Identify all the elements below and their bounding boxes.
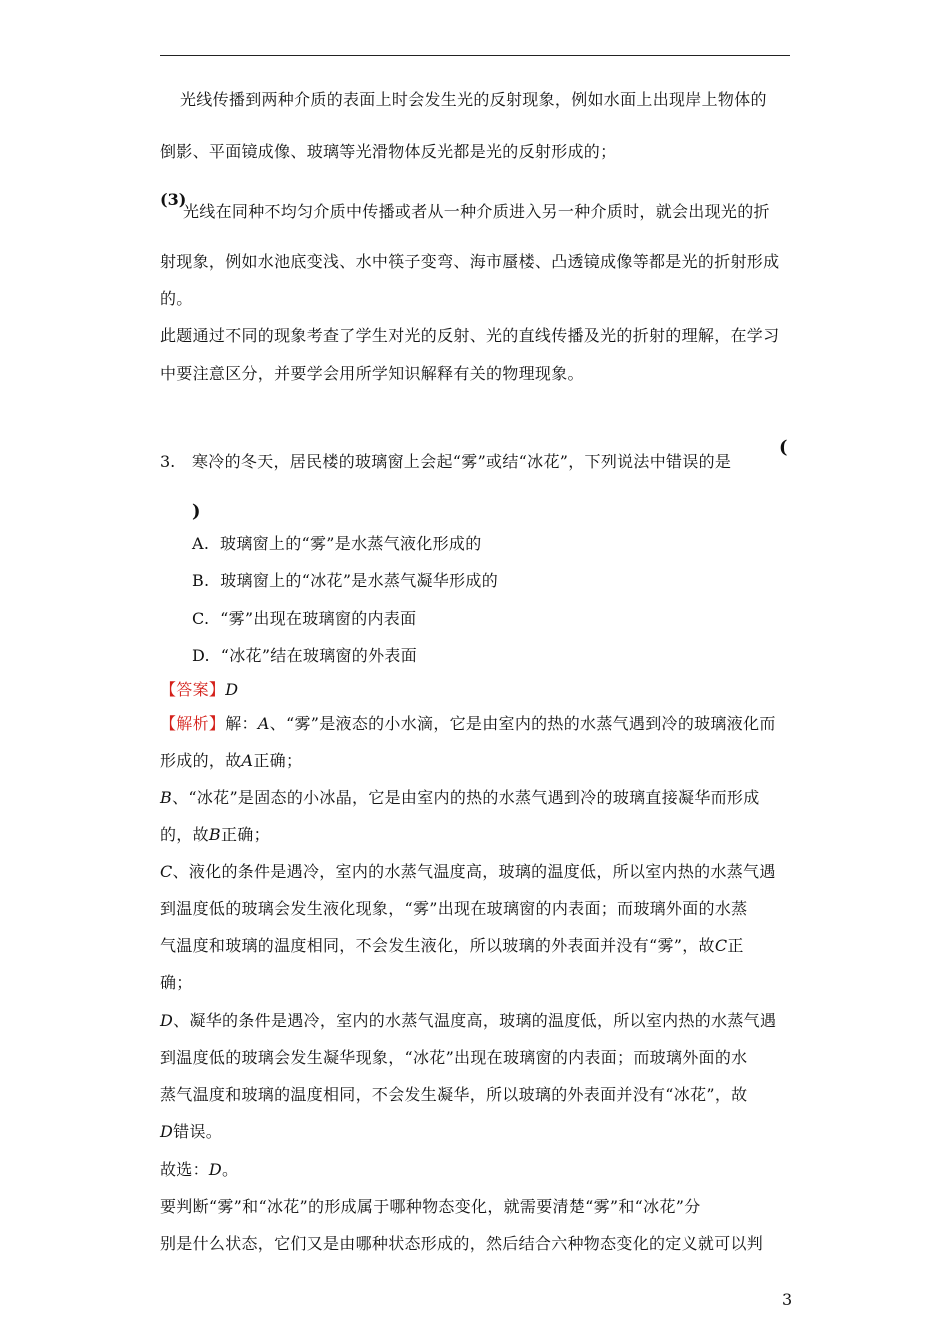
tip-line-1: 要判断“雾”和“冰花”的形成属于哪种物态变化，就需要清楚“雾”和“冰花”分: [160, 1197, 701, 1216]
reflect-line-2: 倒影、平面镜成像、玻璃等光滑物体反光都是光的反射形成的；: [160, 142, 617, 161]
refract-line-2: 射现象，例如水池底变浅、水中筷子变弯、海市蜃楼、凸透镜成像等都是光的折射形成: [160, 252, 780, 271]
answer-label: 【答案】: [160, 680, 226, 699]
analysis-a-line-2: [160, 751, 302, 771]
option-b: [192, 571, 498, 591]
choice-line: [160, 1160, 238, 1180]
option-c: [192, 609, 416, 629]
analysis-b-l2b: B: [208, 825, 221, 844]
analysis-b-line-1: [160, 788, 760, 808]
item-marker: (3): [160, 190, 187, 209]
header-rule: [160, 55, 790, 56]
analysis-c-letter: C: [160, 862, 173, 881]
analysis-c-line-4: 确；: [160, 973, 193, 992]
option-d: [192, 646, 417, 666]
analysis-a-l2c: 正确；: [253, 751, 303, 770]
analysis-d-text: 、凝华的条件是遇冷，室内的水蒸气温度高，玻璃的温度低，所以室内热的水蒸气遇: [173, 1011, 777, 1030]
option-d-text: “冰花”结在玻璃窗的外表面: [220, 646, 417, 665]
analysis-label: 【解析】: [160, 714, 226, 733]
analysis-lead: 解：: [225, 714, 258, 733]
analysis-b-letter: B: [160, 788, 173, 807]
option-d-letter: D.: [192, 646, 210, 665]
option-c-letter: C.: [192, 609, 210, 628]
refract-line-3: 的。: [160, 289, 193, 308]
analysis-c-line-2: 到温度低的玻璃会发生液化现象，“雾”出现在玻璃窗的内表面；而玻璃外面的水蒸: [160, 899, 748, 918]
question-open-paren: (: [779, 437, 788, 458]
question-stem: 寒冷的冬天，居民楼的玻璃窗上会起“雾”或结“冰花”，下列说法中错误的是: [192, 452, 732, 471]
analysis-a-letter: A: [257, 714, 270, 733]
analysis-b-l2c: 正确；: [220, 825, 270, 844]
choice-letter: D: [208, 1160, 223, 1179]
analysis-b-line-2: [160, 825, 270, 845]
option-b-letter: B.: [192, 571, 210, 590]
analysis-c-line-3: [160, 936, 744, 956]
analysis-a-l2b: A: [241, 751, 254, 770]
analysis-c-l3a: 气温度和玻璃的温度相同，不会发生液化，所以玻璃的外表面并没有“雾”，故: [160, 936, 715, 955]
analysis-c-l3b: C: [714, 936, 728, 955]
analysis-c-text: 、液化的条件是遇冷，室内的水蒸气温度高，玻璃的温度低，所以室内热的水蒸气遇: [172, 862, 776, 881]
reflect-line-1: 光线传播到两种介质的表面上时会发生光的反射现象，例如水面上出现岸上物体的: [180, 90, 767, 109]
analysis-b-text: 、“冰花”是固态的小冰晶，它是由室内的热的水蒸气遇到冷的玻璃直接凝华而形成: [172, 788, 760, 807]
page-number: 3: [782, 1290, 793, 1309]
refract-line-1: 光线在同种不均匀介质中传播或者从一种介质进入另一种介质时，就会出现光的折: [183, 202, 770, 221]
summary-line-1: 此题通过不同的现象考查了学生对光的反射、光的直线传播及光的折射的理解，在学习: [160, 326, 780, 345]
option-b-text: 玻璃窗上的“冰花”是水蒸气凝华形成的: [220, 571, 498, 590]
tip-line-2: 别是什么状态，它们又是由哪种状态形成的，然后结合六种物态变化的定义就可以判: [160, 1234, 764, 1253]
analysis-a-text: 、“雾”是液态的小水滴，它是由室内的热的水蒸气遇到冷的玻璃液化而: [269, 714, 776, 733]
option-a-letter: A.: [192, 534, 210, 553]
question-number: 3.: [160, 452, 176, 471]
question-close-paren: ): [192, 501, 201, 522]
analysis-a-line-1: [160, 714, 776, 734]
answer-value: D: [225, 680, 239, 699]
analysis-d-l4a: D: [160, 1122, 174, 1141]
analysis-b-l2a: 的，故: [160, 825, 209, 844]
analysis-c-line-1: [160, 862, 776, 882]
analysis-a-l2a: 形成的，故: [160, 751, 242, 770]
analysis-d-line-2: 到温度低的玻璃会发生凝华现象，“冰花”出现在玻璃窗的内表面；而玻璃外面的水: [160, 1048, 748, 1067]
answer-line: [160, 680, 238, 700]
analysis-d-line-3: 蒸气温度和玻璃的温度相同，不会发生凝华，所以玻璃的外表面并没有“冰花”，故: [160, 1085, 748, 1104]
summary-line-2: 中要注意区分，并要学会用所学知识解释有关的物理现象。: [160, 364, 584, 383]
analysis-d-letter: D: [160, 1011, 174, 1030]
option-a-text: 玻璃窗上的“雾”是水蒸气液化形成的: [220, 534, 482, 553]
analysis-d-line-1: [160, 1011, 776, 1031]
analysis-c-l3c: 正: [727, 936, 744, 955]
choice-lead: 故选：: [160, 1160, 209, 1179]
analysis-d-l4b: 错误。: [173, 1122, 223, 1141]
choice-tail: 。: [222, 1160, 239, 1179]
option-c-text: “雾”出现在玻璃窗的内表面: [220, 609, 417, 628]
option-a: [192, 534, 482, 554]
analysis-d-line-4: [160, 1122, 222, 1142]
